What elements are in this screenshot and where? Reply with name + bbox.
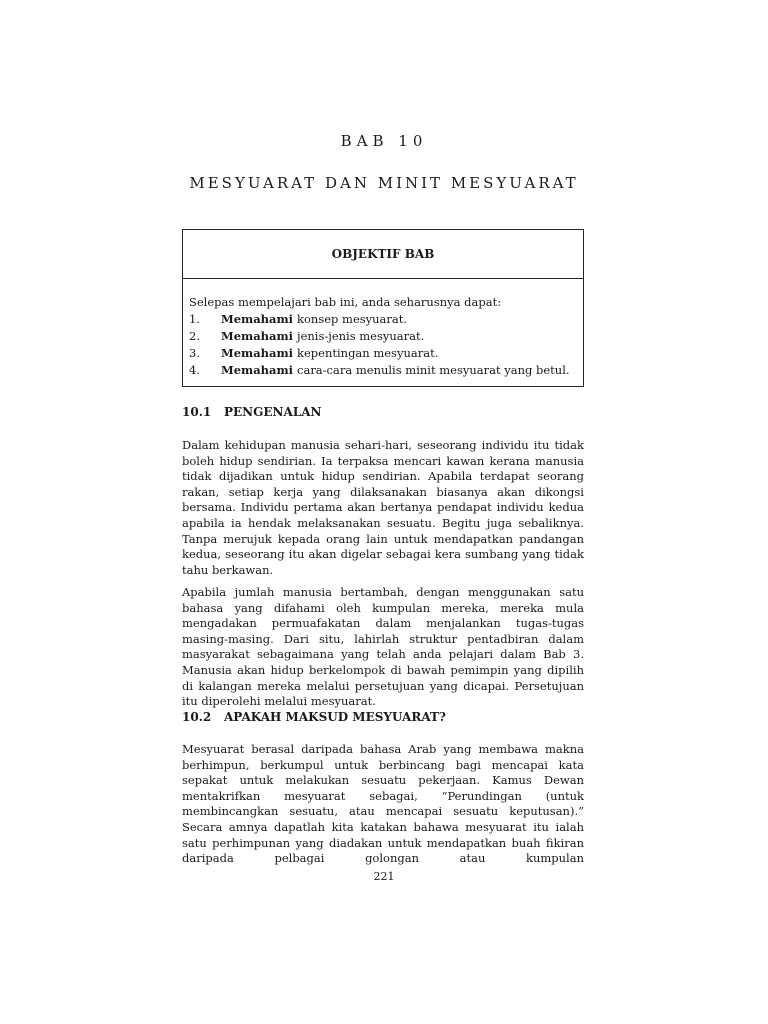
objective-number: 1.	[189, 312, 200, 326]
objective-text: kepentingan mesyuarat.	[297, 346, 439, 360]
objective-item	[189, 362, 577, 379]
objectives-intro: Selepas mempelajari bab ini, anda seharusnya dapat:	[189, 295, 502, 309]
objective-item	[189, 311, 577, 328]
objective-verb: Memahami	[221, 346, 294, 360]
objective-number: 2.	[189, 329, 200, 343]
objective-text: cara-cara menulis minit mesyuarat yang betul.	[297, 363, 570, 377]
section-heading-10-1	[182, 405, 322, 419]
section-number: 10.1	[182, 405, 212, 419]
paragraph: Mesyuarat berasal daripada bahasa Arab yang membawa makna berhimpun, berkumpul untuk berbincang bagi mencapai kata sepakat untuk melakukan sesuatu pekerjaan. Kamus Dewan mentakrifkan mesyuarat sebagai, “Perundingan (untuk membincangkan sesuatu, atau mencapai sesuatu keputusan).” Secara amnya dapatlah kita katakan bahawa mesyuarat itu ialah satu perhimpunan yang diadakan untuk mendapatkan buah fikiran daripada pelbagai golongan atau kumpulan	[182, 742, 584, 866]
objective-verb: Memahami	[221, 312, 294, 326]
objective-number: 3.	[189, 346, 200, 360]
chapter-number: BAB 10	[340, 132, 428, 150]
section-number: 10.2	[182, 710, 212, 724]
objective-number: 4.	[189, 363, 200, 377]
objectives-body	[183, 279, 583, 379]
objective-verb: Memahami	[221, 363, 294, 377]
objective-verb: Memahami	[221, 329, 294, 343]
objectives-box	[182, 229, 584, 387]
objective-text: konsep mesyuarat.	[297, 312, 408, 326]
objective-item	[189, 328, 577, 345]
objective-text: jenis-jenis mesyuarat.	[297, 329, 425, 343]
section-heading-10-2	[182, 710, 446, 724]
objectives-heading: OBJEKTIF BAB	[183, 230, 583, 279]
page-number: 221	[373, 870, 395, 883]
paragraph: Dalam kehidupan manusia sehari-hari, seseorang individu itu tidak boleh hidup sendirian. Ia terpaksa mencari kawan kerana manusia tidak dijadikan untuk hidup sendirian. Apabila terdapat seorang rakan, setiap kerja yang dilaksanakan biasanya akan dikongsi bersama. Individu pertama akan bertanya pendapat individu kedua apabila ia hendak melaksanakan sesuatu. Begitu juga sebaliknya. Tanpa merujuk kepada orang lain untuk mendapatkan pandangan kedua, seseorang itu akan digelar sebagai kera sumbang yang tidak tahu berkawan.	[182, 438, 584, 577]
paragraph: Apabila jumlah manusia bertambah, dengan menggunakan satu bahasa yang difahami oleh kumpulan mereka, mereka mula mengadakan permuafakatan dalam menjalankan tugas-tugas masing-masing. Dari situ, lahirlah struktur pentadbiran dalam masyarakat sebagaimana yang telah anda pelajari dalam Bab 3. Manusia akan hidup berkelompok di bawah pemimpin yang dipilih di kalangan mereka melalui persetujuan yang dicapai. Persetujuan itu diperolehi melalui mesyuarat.	[182, 585, 584, 709]
objective-item	[189, 345, 577, 362]
chapter-title: MESYUARAT DAN MINIT MESYUARAT	[189, 174, 579, 192]
section-title: APAKAH MAKSUD MESYUARAT?	[224, 710, 446, 724]
section-title: PENGENALAN	[224, 405, 322, 419]
